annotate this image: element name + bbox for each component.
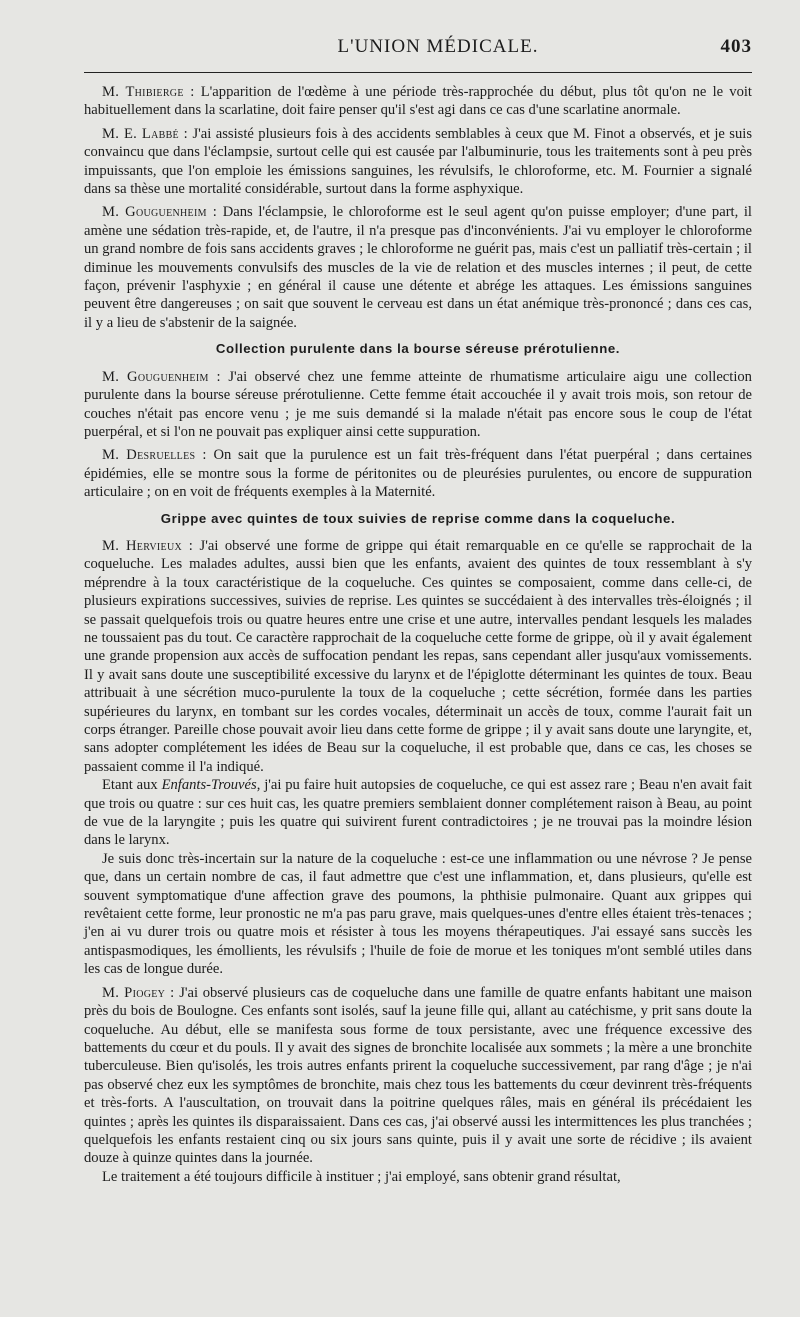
speaker-name: M. E. Labbé : [102,125,189,142]
paragraph-gouguenheim-1 [84,203,752,332]
section-heading-grippe: Grippe avec quintes de toux suivies de reprise comme dans la coqueluche. [160,510,676,526]
paragraph-text: Dans l'éclampsie, le chloroforme est le seul agent qu'on puisse employer; d'une part, il amène une sédation très-rapide, et, de l'autre, il n'a presque pas d'inconvénients. J'ai vu employer le chloroforme un grand nombre de fois sans accidents graves ; le chloroforme ne guérit pas, mais c'est un palliatif très-certain ; il diminue les mouvements convulsifs des muscles de la vie de relation et des muscles internes ; il peut, de cette façon, prévenir l'asphyxie ; en général il cause une détente et abrége les attaques. Les émissions sanguines peuvent être dangereuses ; on sait que souvent le cerveau est dans un état anémique très-prononcé ; dans ces cas, il y a lieu de s'abstenir de la saignée. [84,204,752,331]
speaker-name: M. Gouguenheim : [102,204,218,221]
journal-title: L'UNION MÉDICALE. [337,36,539,57]
paragraph-coqueluche-nature [84,850,752,979]
article-body [84,83,752,1186]
italic-term: Enfants-Trouvés [161,777,257,794]
paragraph-text: Je suis donc très-incertain sur la nature de la coqueluche : est-ce une inflammation ou une névrose ? Je pense que, dans un certain nombre de cas, il faut admettre que c'est une inflammation, et, dans plusieurs, qu'elle est souvent symptomatique d'une affection grave des poumons, la phthisie pulmonaire. Quant aux grippes qui revêtaient cette forme, leur pronostic ne m'a pas paru grave, mais quelques-unes d'entre elles étaient très-tenaces ; j'en ai vu durer trois ou quatre mois et résister à tous les moyens thérapeutiques. J'ai essayé sans succès les antispasmodiques, les émollients, les révulsifs ; l'huile de foie de morue et les toniques m'ont semblé utiles dans les cas de longue durée. [84,850,752,978]
paragraph-labbe [84,125,752,199]
paragraph-text: On sait que la purulence est un fait très-fréquent dans l'état puerpéral ; dans certaines épidémies, elle se montre sous la forme de péritonites ou de pleurésies purulentes, ou encore de suppuration articulaire ; on en voit de fréquents exemples à la Maternité. [84,447,753,501]
paragraph-enfants-trouves [84,776,752,850]
speaker-name: M. Gouguenheim : [102,368,221,385]
paragraph-text: Etant aux [102,777,162,794]
paragraph-text: J'ai observé chez une femme atteinte de rhumatisme articulaire aigu une collection purulente dans la bourse séreuse prérotulienne. Cette femme était accouchée il y avait trois mois, son retour de couches n'était pas encore venu ; je me suis demandé si la malade n'était pas encore sous le coup de l'état puerpéral, et si l'on ne pouvait pas expliquer ainsi cette suppuration. [84,368,752,440]
paragraph-piogey [84,984,752,1168]
section-heading-collection-purulente: Collection purulente dans la bourse séreuse prérotulienne. [215,341,621,357]
paragraph-text: Le traitement a été toujours difficile à instituer ; j'ai employé, sans obtenir grand résultat, [102,1168,621,1185]
running-header [84,36,752,64]
paragraph-desruelles [84,446,752,501]
paragraph-thibierge [84,83,752,120]
paragraph-gouguenheim-2 [84,368,752,442]
paragraph-hervieux [84,537,752,776]
speaker-name: M. Desruelles : [102,447,207,464]
speaker-name: M. Piogey : [102,984,175,1001]
paragraph-text: L'apparition de l'œdème à une période très-rapprochée du début, plus tôt qu'on ne le voit habituellement dans la scarlatine, doit faire penser qu'il s'est agi dans ce cas d'une scarlatine anormale. [84,84,752,119]
page-number: 403 [720,36,752,57]
paragraph-traitement [84,1168,752,1186]
header-rule [84,72,752,73]
paragraph-text: J'ai observé une forme de grippe qui était remarquable en ce qu'elle se rapprochait de la coqueluche. Les malades adultes, aussi bien que les enfants, avaient des quintes de toux ressemblant à s'y méprendre à la toux caractéristique de la coqueluche. Ces quintes se composaient, comme dans celle-ci, de plusieurs expirations successives, suivies de reprise. Les quintes se succédaient à des intervalles très-éloignés ; il se passait quelquefois trois ou quatre heures entre une crise et une autre, intervalles pendant lesquels les malades ne toussaient pas du tout. Ce caractère rapprochait de la coqueluche cette forme de grippe, où il y avait également une grande propension aux accès de suffocation pendant les repas, sans cependant aller jusqu'aux vomissements. Il y avait sans doute une susceptibilité excessive du larynx et de l'épiglotte déterminant les quintes de toux. Beau attribuait à une sécrétion muco-purulente la toux de la coqueluche ; cette sécrétion, formée dans les parties supérieures du larynx, en tombant sur les cordes vocales, déterminait un accès de toux, comme l'aurait fait un corps étranger. Pareille chose pouvait avoir lieu dans cette forme de grippe ; il y avait sans doute une laryngite, et, sans adopter complétement les idées de Beau sur la coqueluche, il est probable que, dans ce cas, les choses se passaient comme il l'a indiqué. [84,537,752,775]
speaker-name: M. Thibierge : [102,84,195,100]
paragraph-text: J'ai observé plusieurs cas de coqueluche dans une famille de quatre enfants habitant une maison près du bois de Boulogne. Ces enfants sont isolés, sauf la jeune fille qui, allant au catéchisme, y prit sans doute la coqueluche. Au début, elle se manifesta sous forme de toux persistante, avec une fréquence excessive des battements du cœur et du pouls. Il y avait des signes de bronchite localisée aux sommets ; la mère a une bronchite tuberculeuse. Bien qu'isolés, les trois autres enfants prirent la coqueluche successivement, par rang d'âge ; je n'ai pas observé chez eux les symptômes de bronchite, mais chez tous les battements du cœur devinrent très-fréquents et très-forts. A l'auscultation, on trouvait dans la poitrine quelques râles, mais en général ils précédaient les quintes ; après les quintes ils disparaissaient. Dans ces cas, j'ai observé aussi les intermittences les plus tranchées ; quelquefois les enfants restaient cinq ou six jours sans quinte, puis il y avait une sorte de récidive ; ils avaient douze à quinze quintes dans la journée. [84,984,752,1167]
paragraph-text: , j'ai pu faire huit autopsies de coqueluche, ce qui est assez rare ; Beau n'en avait fait que trois ou quatre : sur ces huit cas, les quatre premiers semblaient donner complétement raison à Beau, au point de vue de la laryngite ; puis les quatre qui suivirent furent contradictoires ; je ne trouvai pas la moindre lésion dans le larynx. [84,777,752,849]
paragraph-text: J'ai assisté plusieurs fois à des accidents semblables à ceux que M. Finot a observés, et je suis convaincu que dans l'éclampsie, surtout celle qui est causée par l'albuminurie, tous les traitements sont à peu près impuissants, que l'on emploie les émissions sanguines, les révulsifs, le chloroforme, etc. M. Fournier a signalé dans sa thèse une mortalité considérable, surtout dans la forme asphyxique. [84,125,753,198]
speaker-name: M. Hervieux : [102,537,194,554]
